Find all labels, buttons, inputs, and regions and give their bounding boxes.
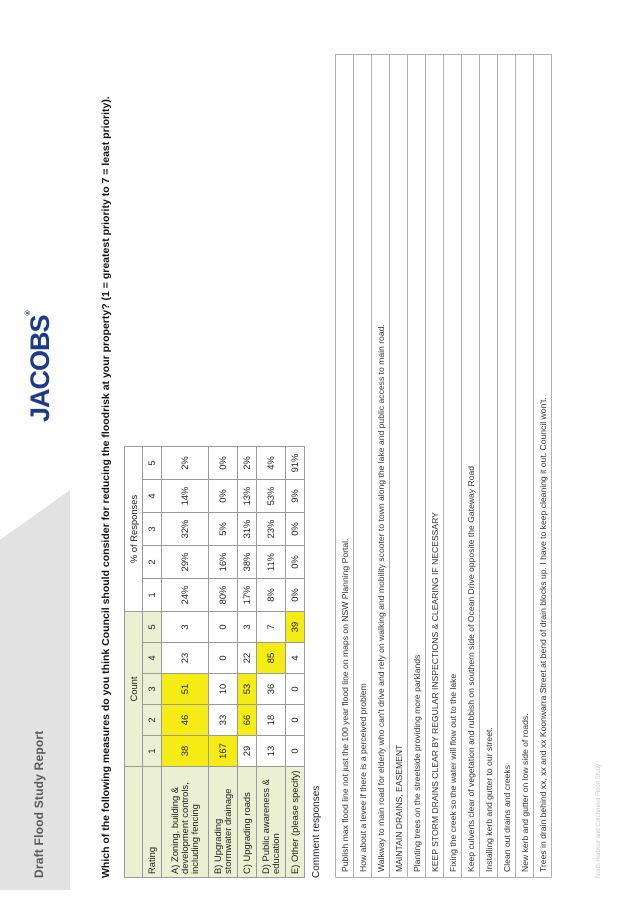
row-label: E) Other (please specify) xyxy=(286,767,305,878)
percent-cell: 31% xyxy=(238,513,257,546)
count-cell: 13 xyxy=(257,736,286,767)
count-cell: 46 xyxy=(162,705,209,736)
count-cell: 33 xyxy=(209,705,238,736)
table-row xyxy=(286,447,305,878)
count-cell: 23 xyxy=(162,643,209,674)
percent-cell: 2% xyxy=(238,447,257,480)
comment-row xyxy=(336,55,354,878)
percent-cell: 0% xyxy=(209,480,238,513)
percent-cell: 38% xyxy=(238,546,257,579)
comment-text: Trees in drain behind xx, xx and xx Koonwarra Street at bend of drain blocks up. I have to keep cleaning it out. Council won't. xyxy=(534,55,552,878)
count-cell: 39 xyxy=(286,612,305,643)
column-header: 1 xyxy=(143,736,162,767)
percent-cell: 11% xyxy=(257,546,286,579)
comment-text: Keep culverts clear of vegetation and rubbish on southern side of Ocean Drive opposite the Gateway Road xyxy=(462,55,480,878)
comment-row xyxy=(444,55,462,878)
report-title: Draft Flood Study Report xyxy=(32,730,46,878)
column-header: 1 xyxy=(143,579,162,612)
comment-text: Publish max flood line not just the 100 year flood line on maps on NSW Planning Portal. xyxy=(336,55,354,878)
percent-cell: 4% xyxy=(257,447,286,480)
percent-cell: 14% xyxy=(162,480,209,513)
percent-cell: 9% xyxy=(286,480,305,513)
table-row xyxy=(257,447,286,878)
jacobs-logo xyxy=(25,310,56,422)
count-cell: 3 xyxy=(162,612,209,643)
count-cell: 38 xyxy=(162,736,209,767)
percent-cell: 0% xyxy=(286,579,305,612)
comment-text: Installing kerb and gutter to our street. xyxy=(480,55,498,878)
row-label: D) Public awareness & education xyxy=(257,767,286,878)
comment-text: Clean out drains and creeks xyxy=(498,55,516,878)
rating-header: Rating xyxy=(143,767,162,878)
column-header: 5 xyxy=(143,612,162,643)
count-cell: 18 xyxy=(257,705,286,736)
percent-cell: 13% xyxy=(238,480,257,513)
count-cell: 53 xyxy=(238,674,257,705)
count-cell: 0 xyxy=(209,612,238,643)
percent-cell: 8% xyxy=(257,579,286,612)
percent-cell: 5% xyxy=(209,513,238,546)
comment-row xyxy=(408,55,426,878)
rating-header-spacer xyxy=(125,767,143,878)
percent-cell: 16% xyxy=(209,546,238,579)
percent-cell: 91% xyxy=(286,447,305,480)
count-cell: 22 xyxy=(238,643,257,674)
page-footer: North Harbour and Catchment Flood Study xyxy=(596,763,602,878)
count-cell: 51 xyxy=(162,674,209,705)
count-cell: 0 xyxy=(286,705,305,736)
percent-cell: 0% xyxy=(209,447,238,480)
percent-cell: 17% xyxy=(238,579,257,612)
table-subheader-row xyxy=(143,447,162,878)
table-row xyxy=(209,447,238,878)
column-header: 3 xyxy=(143,513,162,546)
count-cell: 0 xyxy=(286,674,305,705)
percent-cell: 0% xyxy=(286,513,305,546)
logo-mark: ® xyxy=(25,310,32,316)
count-cell: 0 xyxy=(209,643,238,674)
table-header-row xyxy=(125,447,143,878)
row-label: B) Upgrading stormwater drainage xyxy=(209,767,238,878)
survey-question: Which of the following measures do you think Council should consider for reducing the floodrisk at your property? (1 = greatest priority to 7 = least priority). xyxy=(100,96,112,878)
count-cell: 10 xyxy=(209,674,238,705)
column-header: 4 xyxy=(143,643,162,674)
comment-row xyxy=(354,55,372,878)
count-header: Count xyxy=(125,612,143,767)
percent-cell: 0% xyxy=(286,546,305,579)
logo-text: JACOBS xyxy=(25,315,55,422)
comment-row xyxy=(516,55,534,878)
count-cell: 167 xyxy=(209,736,238,767)
column-header: 2 xyxy=(143,705,162,736)
comment-text: KEEP STORM DRAINS CLEAR BY REGULAR INSPECTIONS & CLEARING IF NECESSARY xyxy=(426,55,444,878)
count-cell: 85 xyxy=(257,643,286,674)
count-cell: 4 xyxy=(286,643,305,674)
comment-row xyxy=(372,55,390,878)
percent-cell: 23% xyxy=(257,513,286,546)
comment-heading: Comment responses xyxy=(311,785,322,878)
table-row xyxy=(162,447,209,878)
count-cell: 7 xyxy=(257,612,286,643)
count-cell: 36 xyxy=(257,674,286,705)
count-cell: 29 xyxy=(238,736,257,767)
percent-cell: 32% xyxy=(162,513,209,546)
comment-row xyxy=(426,55,444,878)
percent-cell: 2% xyxy=(162,447,209,480)
percent-cell: 24% xyxy=(162,579,209,612)
percent-cell: 29% xyxy=(162,546,209,579)
comment-row xyxy=(498,55,516,878)
comment-text: Fixing the creek so the water will flow out to the lake xyxy=(444,55,462,878)
column-header: 5 xyxy=(143,447,162,480)
count-cell: 3 xyxy=(238,612,257,643)
comment-row xyxy=(462,55,480,878)
comment-text: How about a levee if there is a perceived problem xyxy=(354,55,372,878)
column-header: 2 xyxy=(143,546,162,579)
row-label: A) Zoning, building & development controls, including fencing xyxy=(162,767,209,878)
comment-row xyxy=(480,55,498,878)
percent-header: % of Responses xyxy=(125,447,143,612)
count-cell: 66 xyxy=(238,705,257,736)
comment-row xyxy=(390,55,408,878)
percent-cell: 53% xyxy=(257,480,286,513)
percent-cell: 80% xyxy=(209,579,238,612)
comment-text: MAINTAIN DRAINS, EASEMENT xyxy=(390,55,408,878)
comment-text: Walkway to main road for elderly who can't drive and rely on walking and mobility scooter to town along the lake and public access to main road. xyxy=(372,55,390,878)
comment-text: New kerb and gutter on low side of roads. xyxy=(516,55,534,878)
column-header: 3 xyxy=(143,674,162,705)
comments-table xyxy=(335,54,552,878)
row-label: C) Upgrading roads xyxy=(238,767,257,878)
results-table xyxy=(124,446,305,878)
count-cell: 0 xyxy=(286,736,305,767)
comment-text: Planting trees on the streetside providing more parklands xyxy=(408,55,426,878)
table-row xyxy=(238,447,257,878)
column-header: 4 xyxy=(143,480,162,513)
comment-row xyxy=(534,55,552,878)
